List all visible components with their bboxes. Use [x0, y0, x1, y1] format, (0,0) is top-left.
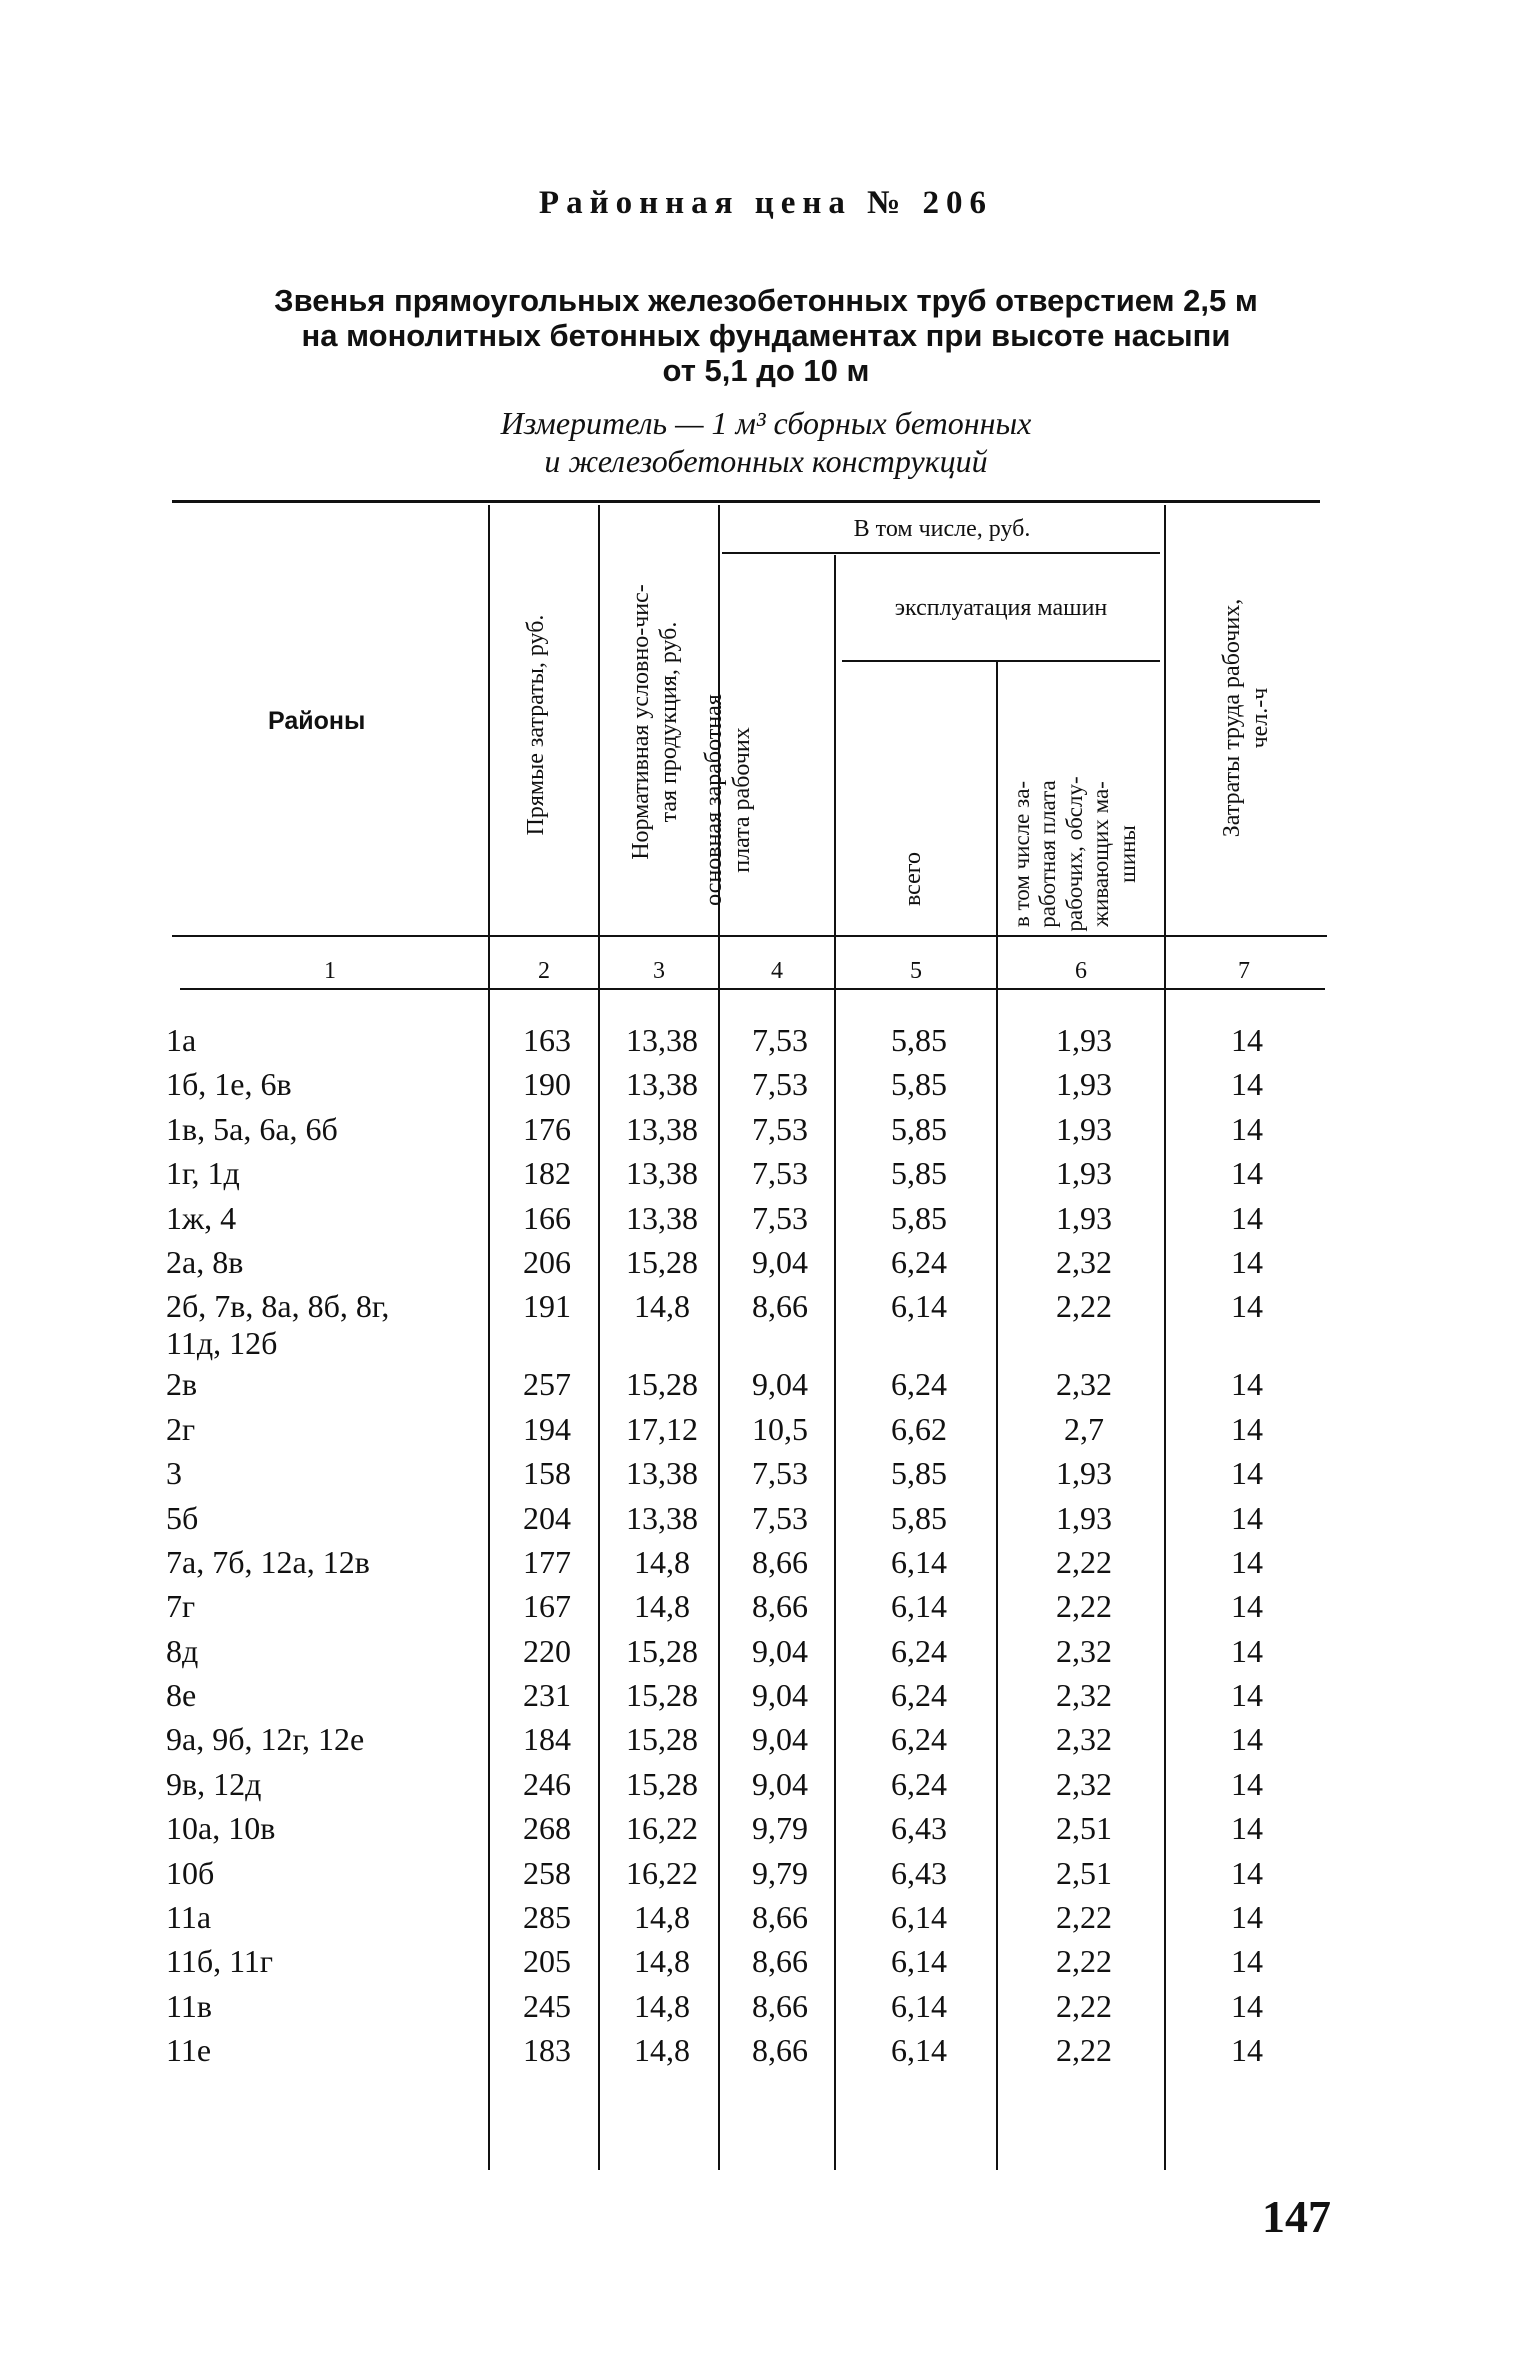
machine-total-cell: 5,85	[891, 1499, 947, 1536]
district-cell: 5б	[166, 1499, 199, 1536]
including-rule	[722, 552, 1160, 554]
machine-wage-cell: 2,32	[1056, 1243, 1112, 1280]
table-row	[160, 1500, 1326, 1544]
table-row	[160, 1721, 1326, 1765]
header-normative-line-1: Нормативная условно-чис-	[628, 584, 654, 860]
wage-cell: 8,66	[752, 1899, 808, 1936]
district-cell: 11е	[166, 2032, 212, 2069]
table-row	[160, 1855, 1326, 1899]
machine-total-cell: 5,85	[891, 1455, 947, 1492]
district-line-2: 11д, 12б	[166, 1325, 278, 1362]
direct-cell: 206	[523, 1243, 571, 1280]
table-row	[160, 1411, 1326, 1455]
machine-wage-cell: 1,93	[1056, 1199, 1112, 1236]
normative-cell: 15,28	[626, 1677, 698, 1714]
header-labor-line-1: Затраты труда рабочих,	[1219, 598, 1245, 838]
district-cell: 1в, 5а, 6а, 6б	[166, 1110, 338, 1147]
labor-cell: 14	[1231, 1899, 1263, 1936]
wage-cell: 9,04	[752, 1366, 808, 1403]
normative-cell: 13,38	[626, 1455, 698, 1492]
header-basic-wage-line-1: основная заработная	[701, 694, 727, 906]
table-row	[160, 1066, 1326, 1110]
column-number-1: 1	[324, 958, 336, 984]
direct-cell: 220	[523, 1632, 571, 1669]
machine-wage-cell: 1,93	[1056, 1455, 1112, 1492]
header-normative	[628, 522, 688, 922]
machine-wage-cell: 1,93	[1056, 1022, 1112, 1058]
district-cell: 11б, 11г	[166, 1943, 274, 1980]
direct-cell: 167	[523, 1588, 571, 1625]
direct-cell: 285	[523, 1899, 571, 1936]
heading-line-1: Звенья прямоугольных железобетонных труб отверстием 2,5 м	[274, 283, 1258, 318]
normative-cell: 14,8	[634, 1288, 690, 1325]
labor-cell: 14	[1231, 1943, 1263, 1980]
wage-cell: 9,04	[752, 1721, 808, 1758]
header-machine-wage	[1009, 714, 1149, 994]
machine-wage-cell: 2,32	[1056, 1677, 1112, 1714]
district-cell	[160, 1288, 492, 1366]
wage-cell: 8,66	[752, 1543, 808, 1580]
labor-cell: 14	[1231, 1810, 1263, 1847]
machine-total-cell: 6,14	[891, 2032, 947, 2069]
table-row	[160, 1288, 1326, 1366]
direct-cell: 246	[523, 1765, 571, 1802]
normative-cell: 15,28	[626, 1765, 698, 1802]
machine-wage-cell: 2,51	[1056, 1854, 1112, 1891]
machine-total-cell: 6,43	[891, 1854, 947, 1891]
labor-cell: 14	[1231, 1677, 1263, 1714]
machine-total-cell: 6,14	[891, 1588, 947, 1625]
page-title: Районная цена № 206	[538, 185, 994, 221]
normative-cell: 17,12	[626, 1410, 698, 1447]
labor-cell: 14	[1231, 1410, 1263, 1447]
machine-wage-cell: 2,32	[1056, 1765, 1112, 1802]
labor-cell: 14	[1231, 1199, 1263, 1236]
normative-cell: 15,28	[626, 1632, 698, 1669]
labor-cell: 14	[1231, 1499, 1263, 1536]
wage-cell: 7,53	[752, 1455, 808, 1492]
table-row	[160, 1155, 1326, 1199]
district-cell: 2г	[166, 1410, 196, 1447]
header-labor	[1219, 508, 1279, 928]
machine-total-cell: 6,24	[891, 1721, 947, 1758]
direct-cell: 163	[523, 1022, 571, 1058]
normative-cell: 13,38	[626, 1199, 698, 1236]
normative-cell: 13,38	[626, 1110, 698, 1147]
table-row	[160, 2032, 1326, 2076]
wage-cell: 8,66	[752, 1588, 808, 1625]
machine-wage-cell: 2,22	[1056, 1588, 1112, 1625]
wage-cell: 8,66	[752, 2032, 808, 2069]
direct-cell: 190	[523, 1066, 571, 1103]
header-machine-wage-line-5: шины	[1114, 825, 1140, 883]
header-machine-wage-line-4: живающих ма-	[1088, 781, 1114, 927]
header-direct-costs	[523, 525, 563, 925]
machine-total-cell: 6,14	[891, 1899, 947, 1936]
normative-cell: 16,22	[626, 1854, 698, 1891]
page-number: 147	[1262, 2191, 1331, 2242]
normative-cell: 13,38	[626, 1066, 698, 1103]
labor-cell: 14	[1231, 2032, 1263, 2069]
table-row	[160, 1366, 1326, 1410]
district-cell: 10а, 10в	[166, 1810, 276, 1847]
labor-cell: 14	[1231, 1543, 1263, 1580]
machine-wage-cell: 2,7	[1064, 1410, 1104, 1447]
district-cell: 2в	[166, 1366, 198, 1403]
header-normative-line-2: тая продукция, руб.	[655, 621, 682, 823]
labor-cell: 14	[1231, 1243, 1263, 1280]
machine-wage-cell: 2,22	[1056, 1288, 1112, 1325]
machine-total-cell: 6,24	[891, 1366, 947, 1403]
header-machine-total-text: всего	[900, 851, 926, 907]
table-row	[160, 1200, 1326, 1244]
header-machine-wage-line-3: рабочих, обслу-	[1061, 776, 1087, 932]
wage-cell: 7,53	[752, 1066, 808, 1103]
normative-cell: 14,8	[634, 1943, 690, 1980]
labor-cell: 14	[1231, 1155, 1263, 1192]
machine-total-cell: 6,24	[891, 1765, 947, 1802]
direct-cell: 182	[523, 1155, 571, 1192]
direct-cell: 177	[523, 1543, 571, 1580]
labor-cell: 14	[1231, 1455, 1263, 1492]
machine-total-cell: 6,14	[891, 1543, 947, 1580]
column-number-4: 4	[771, 958, 783, 984]
normative-cell: 14,8	[634, 1899, 690, 1936]
direct-cell: 194	[523, 1410, 571, 1447]
direct-cell: 184	[523, 1721, 571, 1758]
direct-cell: 191	[523, 1288, 571, 1325]
wage-cell: 9,79	[752, 1810, 808, 1847]
labor-cell: 14	[1231, 1066, 1263, 1103]
normative-cell: 13,38	[626, 1499, 698, 1536]
labor-cell: 14	[1231, 1366, 1263, 1403]
column-number-2: 2	[538, 958, 550, 984]
normative-cell: 15,28	[626, 1366, 698, 1403]
wage-cell: 10,5	[752, 1410, 808, 1447]
normative-cell: 14,8	[634, 1588, 690, 1625]
district-cell: 3	[166, 1455, 182, 1492]
district-cell: 1г, 1д	[166, 1155, 240, 1192]
district-cell: 1а	[166, 1022, 197, 1058]
colnum-bottom-rule	[180, 988, 1325, 990]
normative-cell: 13,38	[626, 1022, 698, 1058]
column-number-7: 7	[1238, 958, 1250, 984]
labor-cell: 14	[1231, 1987, 1263, 2024]
wage-cell: 7,53	[752, 1022, 808, 1058]
labor-cell: 14	[1231, 1632, 1263, 1669]
labor-cell: 14	[1231, 1588, 1263, 1625]
machine-total-cell: 6,62	[891, 1410, 947, 1447]
direct-cell: 245	[523, 1987, 571, 2024]
district-cell: 7а, 7б, 12а, 12в	[166, 1543, 370, 1580]
machine-wage-cell: 1,93	[1056, 1155, 1112, 1192]
header-districts: Районы	[268, 707, 366, 735]
labor-cell: 14	[1231, 1721, 1263, 1758]
wage-cell: 9,04	[752, 1765, 808, 1802]
direct-cell: 166	[523, 1199, 571, 1236]
wage-cell: 8,66	[752, 1987, 808, 2024]
column-number-6: 6	[1075, 958, 1087, 984]
direct-cell: 158	[523, 1455, 571, 1492]
wage-cell: 9,04	[752, 1677, 808, 1714]
wage-cell: 7,53	[752, 1155, 808, 1192]
machine-total-cell: 6,14	[891, 1943, 947, 1980]
wage-cell: 8,66	[752, 1288, 808, 1325]
table-row	[160, 1810, 1326, 1854]
machine-total-cell: 6,24	[891, 1243, 947, 1280]
machine-wage-cell: 2,22	[1056, 1543, 1112, 1580]
measure-line-2: и железобетонных конструкций	[544, 443, 988, 479]
machine-total-cell: 6,24	[891, 1632, 947, 1669]
table-row	[160, 1544, 1326, 1588]
header-labor-line-2: чел.-ч	[1246, 687, 1273, 749]
machine-wage-cell: 1,93	[1056, 1066, 1112, 1103]
machine-wage-cell: 2,32	[1056, 1721, 1112, 1758]
table-row	[160, 1766, 1326, 1810]
district-cell: 8д	[166, 1632, 199, 1669]
district-cell: 9в, 12д	[166, 1765, 262, 1802]
labor-cell: 14	[1231, 1022, 1263, 1058]
direct-cell: 258	[523, 1854, 571, 1891]
table-top-rule	[172, 500, 1320, 503]
normative-cell: 14,8	[634, 1987, 690, 2024]
table-row	[160, 1588, 1326, 1632]
district-line-1: 2б, 7в, 8а, 8б, 8г,	[166, 1288, 390, 1325]
table-row	[160, 1677, 1326, 1721]
table-row	[160, 1899, 1326, 1943]
labor-cell: 14	[1231, 1288, 1263, 1325]
wage-cell: 8,66	[752, 1943, 808, 1980]
machine-wage-cell: 2,22	[1056, 1987, 1112, 2024]
heading-line-2: на монолитных бетонных фундаментах при высоте насыпи	[301, 318, 1231, 353]
machine-wage-cell: 2,32	[1056, 1366, 1112, 1403]
direct-cell: 231	[523, 1677, 571, 1714]
wage-cell: 7,53	[752, 1110, 808, 1147]
direct-cell: 204	[523, 1499, 571, 1536]
district-cell: 11в	[166, 1987, 212, 2024]
header-basic-wage-line-2: плата рабочих	[728, 727, 755, 873]
machine-total-cell: 5,85	[891, 1110, 947, 1147]
machine-wage-cell: 2,22	[1056, 1899, 1112, 1936]
machine-total-cell: 5,85	[891, 1022, 947, 1058]
table-row	[160, 1455, 1326, 1499]
labor-cell: 14	[1231, 1110, 1263, 1147]
column-number-5: 5	[910, 958, 922, 984]
district-cell: 10б	[166, 1854, 215, 1891]
header-direct-costs-text: Прямые затраты, руб.	[523, 614, 549, 836]
wage-cell: 9,79	[752, 1854, 808, 1891]
table-row	[160, 1633, 1326, 1677]
header-machine-operation: эксплуатация машин	[894, 595, 1108, 621]
normative-cell: 15,28	[626, 1243, 698, 1280]
machine-total-cell: 5,85	[891, 1199, 947, 1236]
direct-cell: 176	[523, 1110, 571, 1147]
wage-cell: 7,53	[752, 1199, 808, 1236]
machine-wage-cell: 2,22	[1056, 2032, 1112, 2069]
machine-wage-cell: 2,32	[1056, 1632, 1112, 1669]
normative-cell: 13,38	[626, 1155, 698, 1192]
table-row	[160, 1111, 1326, 1155]
price-table	[160, 1022, 1326, 2077]
machine-wage-cell: 1,93	[1056, 1499, 1112, 1536]
machine-total-cell: 5,85	[891, 1155, 947, 1192]
column-number-3: 3	[653, 958, 665, 984]
normative-cell: 14,8	[634, 1543, 690, 1580]
heading-line-3: от 5,1 до 10 м	[662, 353, 870, 388]
header-basic-wage	[701, 630, 761, 970]
machine-wage-cell: 2,22	[1056, 1943, 1112, 1980]
direct-cell: 268	[523, 1810, 571, 1847]
table-row	[160, 1022, 1326, 1066]
machine-total-cell: 6,14	[891, 1987, 947, 2024]
normative-cell: 15,28	[626, 1721, 698, 1758]
machine-wage-cell: 2,51	[1056, 1810, 1112, 1847]
machine-total-cell: 6,43	[891, 1810, 947, 1847]
machine-total-cell: 6,14	[891, 1288, 947, 1325]
direct-cell: 257	[523, 1366, 571, 1403]
district-cell: 2а, 8в	[166, 1243, 244, 1280]
header-machine-total	[900, 809, 930, 949]
table-row	[160, 1988, 1326, 2032]
district-cell: 8е	[166, 1677, 197, 1714]
district-cell: 7г	[166, 1588, 196, 1625]
district-cell: 1б, 1е, 6в	[166, 1066, 292, 1103]
measure-line-1: Измеритель — 1 м³ сборных бетонных	[500, 405, 1032, 441]
wage-cell: 7,53	[752, 1499, 808, 1536]
normative-cell: 14,8	[634, 2032, 690, 2069]
header-machine-wage-line-1: в том числе за-	[1009, 780, 1034, 928]
district-cell: 1ж, 4	[166, 1199, 237, 1236]
district-cell: 11а	[166, 1899, 212, 1936]
machine-total-cell: 5,85	[891, 1066, 947, 1103]
normative-cell: 16,22	[626, 1810, 698, 1847]
machine-wage-cell: 1,93	[1056, 1110, 1112, 1147]
labor-cell: 14	[1231, 1765, 1263, 1802]
machine-total-cell: 6,24	[891, 1677, 947, 1714]
wage-cell: 9,04	[752, 1632, 808, 1669]
table-row	[160, 1244, 1326, 1288]
table-row	[160, 1943, 1326, 1987]
wage-cell: 9,04	[752, 1243, 808, 1280]
header-machine-wage-line-2: работная плата	[1035, 780, 1061, 928]
labor-cell: 14	[1231, 1854, 1263, 1891]
direct-cell: 205	[523, 1943, 571, 1980]
district-cell: 9а, 9б, 12г, 12е	[166, 1721, 365, 1758]
header-including: В том числе, руб.	[853, 516, 1031, 542]
machine-rule	[842, 660, 1160, 662]
direct-cell: 183	[523, 2032, 571, 2069]
